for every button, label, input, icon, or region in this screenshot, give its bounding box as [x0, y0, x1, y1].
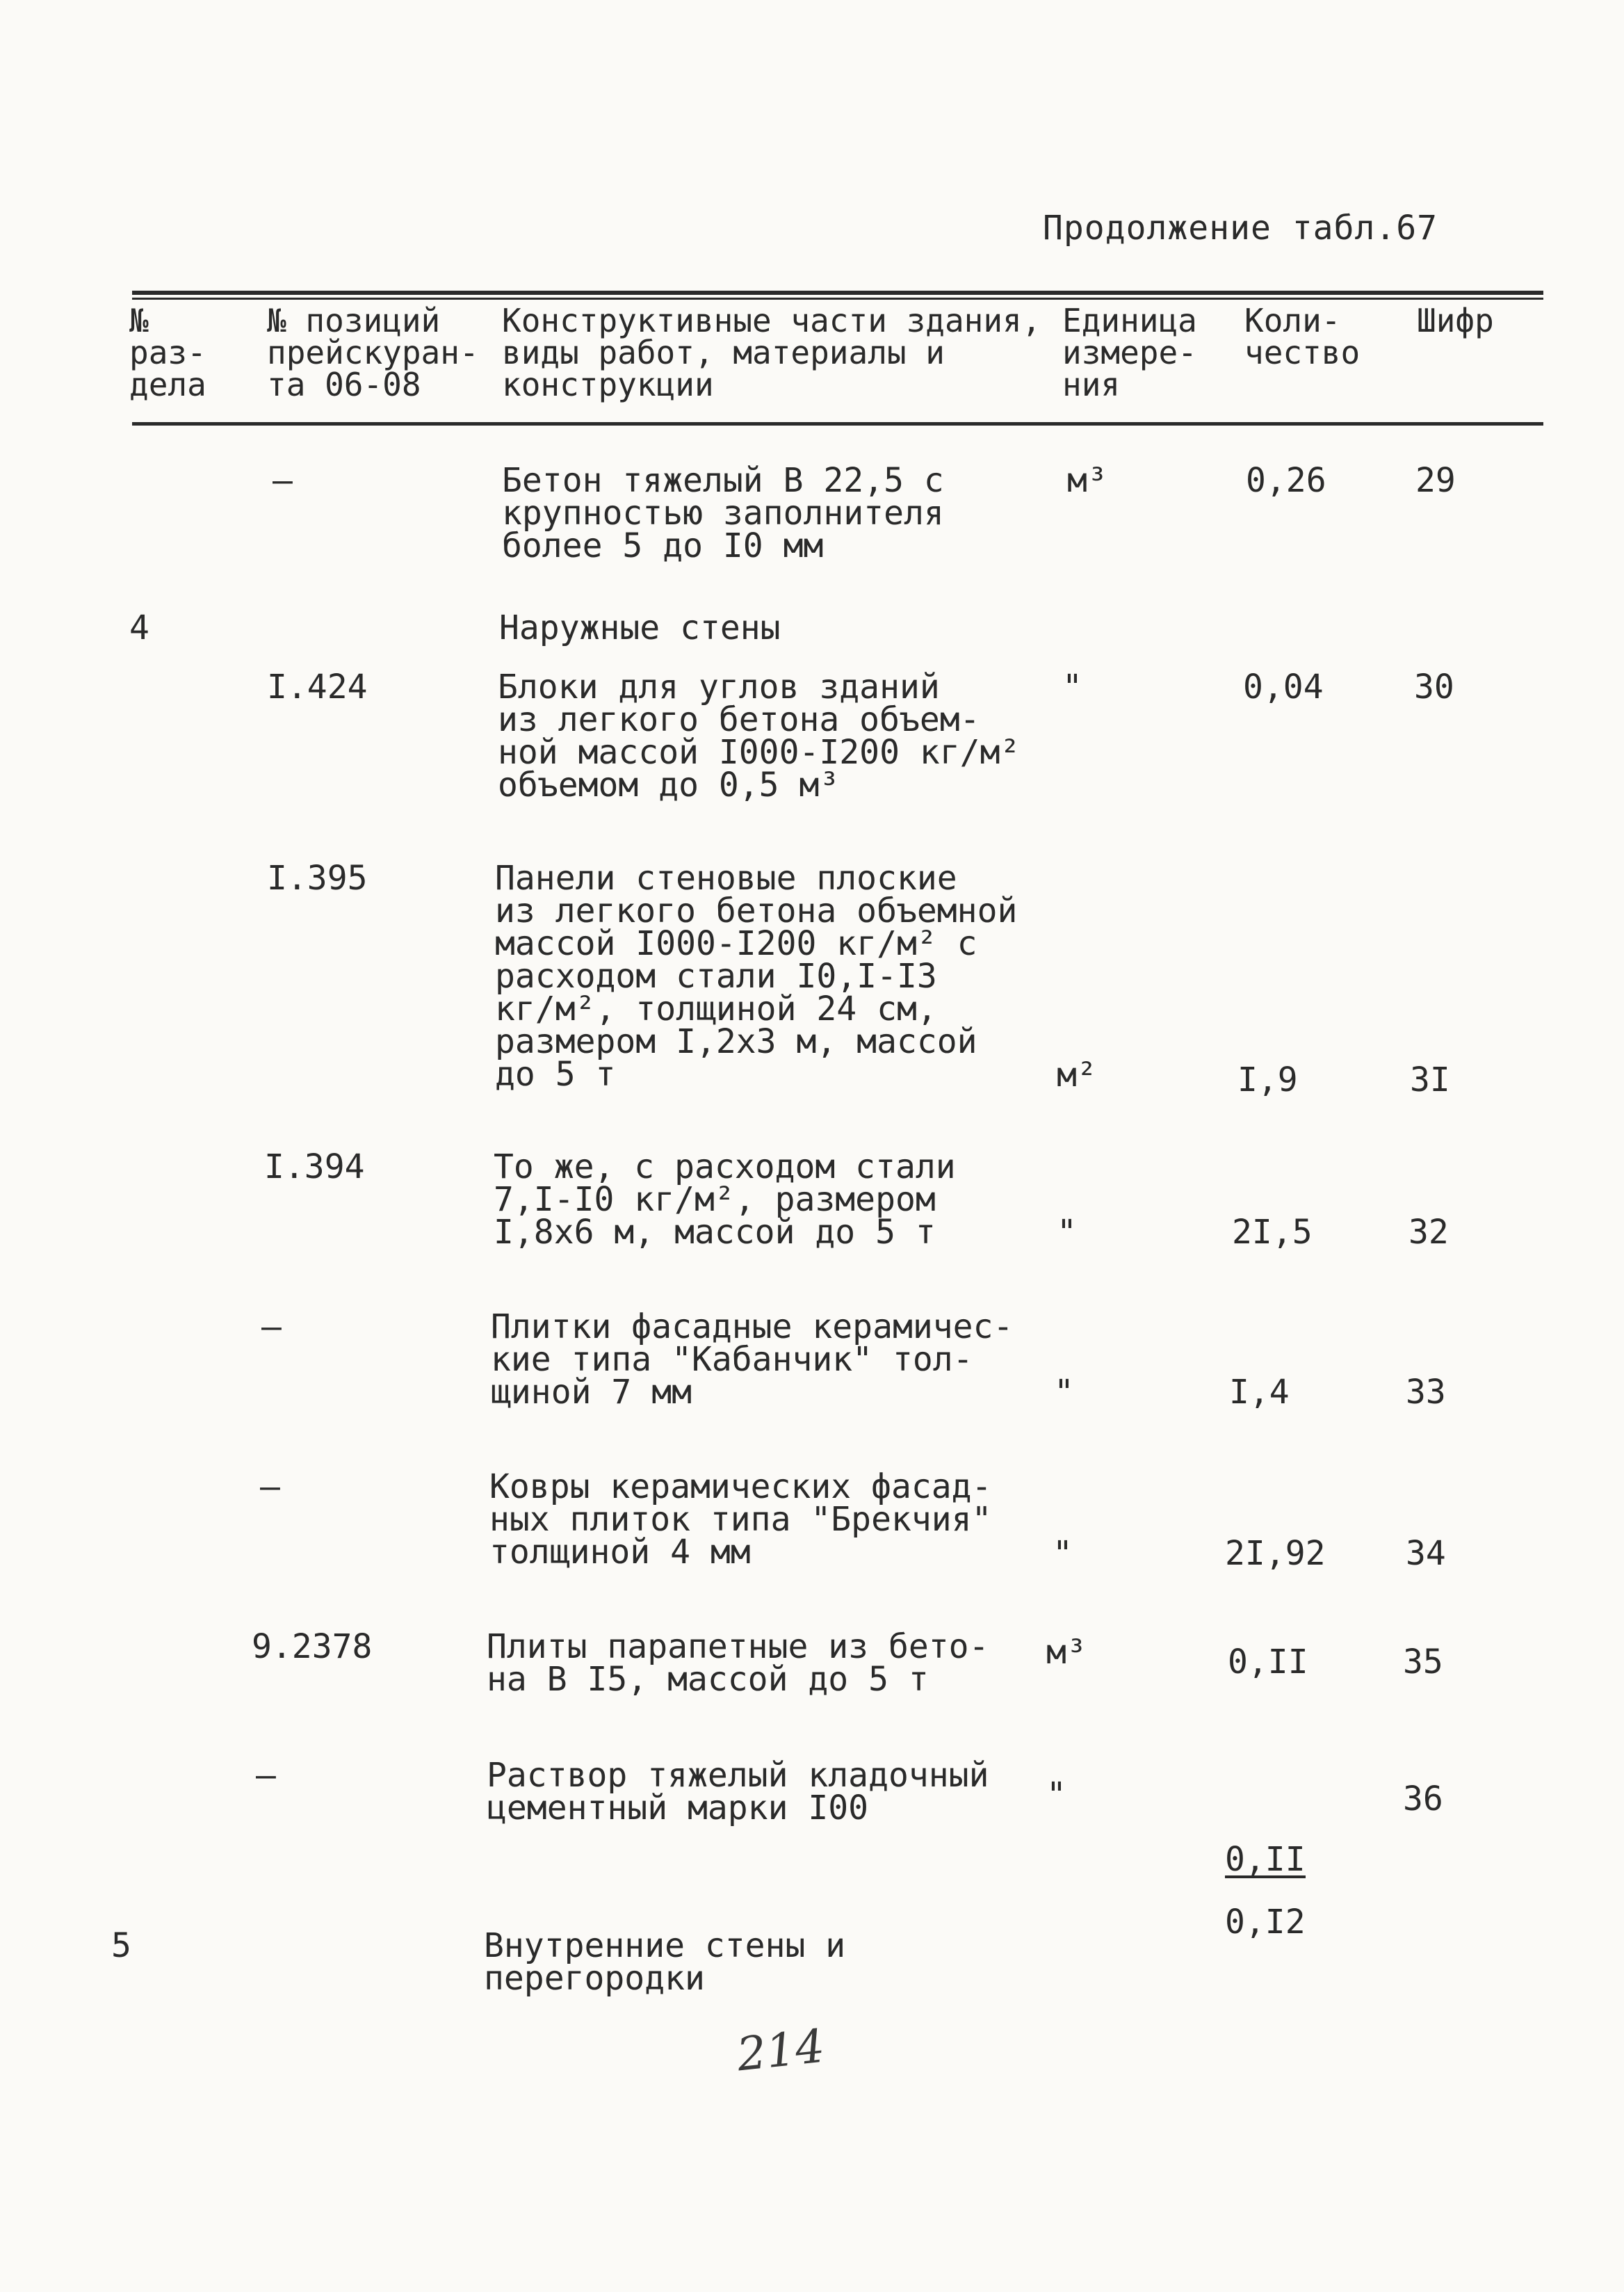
quantity-cell: I,4: [1229, 1373, 1290, 1412]
code-cell: 36: [1403, 1779, 1443, 1818]
section-number: 5: [111, 1926, 131, 1965]
code-cell: 3I: [1410, 1060, 1450, 1099]
header-unit: Единица измере- ния: [1062, 302, 1197, 403]
unit-cell: м³: [1046, 1633, 1087, 1672]
unit-cell: м²: [1057, 1056, 1097, 1095]
page-number: 214: [734, 2019, 827, 2082]
header-quantity: Коли- чество: [1244, 302, 1361, 371]
description-cell: Плитки фасадные керамичес- кие типа "Кабанчик" тол- щиной 7 мм: [491, 1307, 1014, 1412]
section-title: Внутренние стены и перегородки: [484, 1926, 846, 1998]
quantity-cell: 0,II: [1228, 1643, 1308, 1681]
unit-cell: м³: [1067, 461, 1107, 500]
quantity-denominator: 0,I2: [1225, 1903, 1306, 1942]
description-cell: Раствор тяжелый кладочный цементный марки I00: [487, 1756, 989, 1827]
code-cell: 30: [1414, 668, 1454, 707]
quantity-fraction: [1225, 1783, 1306, 1968]
code-cell: 33: [1406, 1373, 1446, 1412]
header-position: № позиций прейскуран- та 06-08: [267, 302, 479, 403]
unit-cell: ": [1054, 1373, 1074, 1412]
header-top-rule: [132, 291, 1543, 295]
position-cell: 9.2378: [252, 1627, 373, 1666]
unit-cell: ": [1062, 668, 1082, 707]
code-cell: 34: [1406, 1534, 1446, 1573]
unit-cell: ": [1046, 1775, 1066, 1814]
position-cell: –: [256, 1756, 276, 1795]
position-cell: –: [273, 461, 293, 500]
quantity-cell: I,9: [1237, 1060, 1298, 1099]
quantity-cell: 2I,5: [1232, 1213, 1313, 1252]
description-cell: Ковры керамических фасад- ных плиток типа "Брекчия" толщиной 4 мм: [489, 1467, 992, 1572]
position-cell: I.424: [267, 668, 368, 707]
code-cell: 29: [1415, 461, 1456, 500]
description-cell: Бетон тяжелый В 22,5 с крупностью заполнителя более 5 до I0 мм: [502, 461, 944, 565]
description-cell: Плиты парапетные из бето- на В I5, массой до 5 т: [487, 1627, 989, 1699]
section-number: 4: [129, 608, 149, 647]
header-bottom-rule: [132, 422, 1543, 426]
quantity-cell: 2I,92: [1225, 1534, 1326, 1573]
section-title: Наружные стены: [499, 608, 781, 647]
position-cell: I.394: [264, 1147, 365, 1186]
quantity-cell: 0,04: [1243, 668, 1324, 707]
description-cell: Панели стеновые плоские из легкого бетона объемной массой I000-I200 кг/м² с расходом стали I0,I-I3 кг/м², толщиной 24 см, размером I,2х3 м, массой до 5 т: [495, 859, 1018, 1094]
position-cell: –: [261, 1307, 282, 1346]
quantity-numerator: 0,II: [1225, 1840, 1306, 1879]
header-section: № раз- дела: [129, 302, 206, 403]
code-cell: 32: [1408, 1213, 1449, 1252]
unit-cell: ": [1053, 1534, 1073, 1573]
continuation-title: Продолжение табл.67: [1043, 209, 1438, 248]
code-cell: 35: [1403, 1643, 1443, 1681]
quantity-cell: 0,26: [1246, 461, 1326, 500]
position-cell: I.395: [267, 859, 368, 898]
header-description: Конструктивные части здания, виды работ, материалы и конструкции: [502, 302, 1041, 403]
header-code: Шифр: [1417, 302, 1494, 339]
unit-cell: ": [1057, 1213, 1077, 1252]
description-cell: То же, с расходом стали 7,I-I0 кг/м², размером I,8х6 м, массой до 5 т: [494, 1147, 956, 1252]
position-cell: –: [260, 1467, 280, 1506]
description-cell: Блоки для углов зданий из легкого бетона объем- ной массой I000-I200 кг/м² объемом до 0,5 м³: [498, 668, 1021, 805]
